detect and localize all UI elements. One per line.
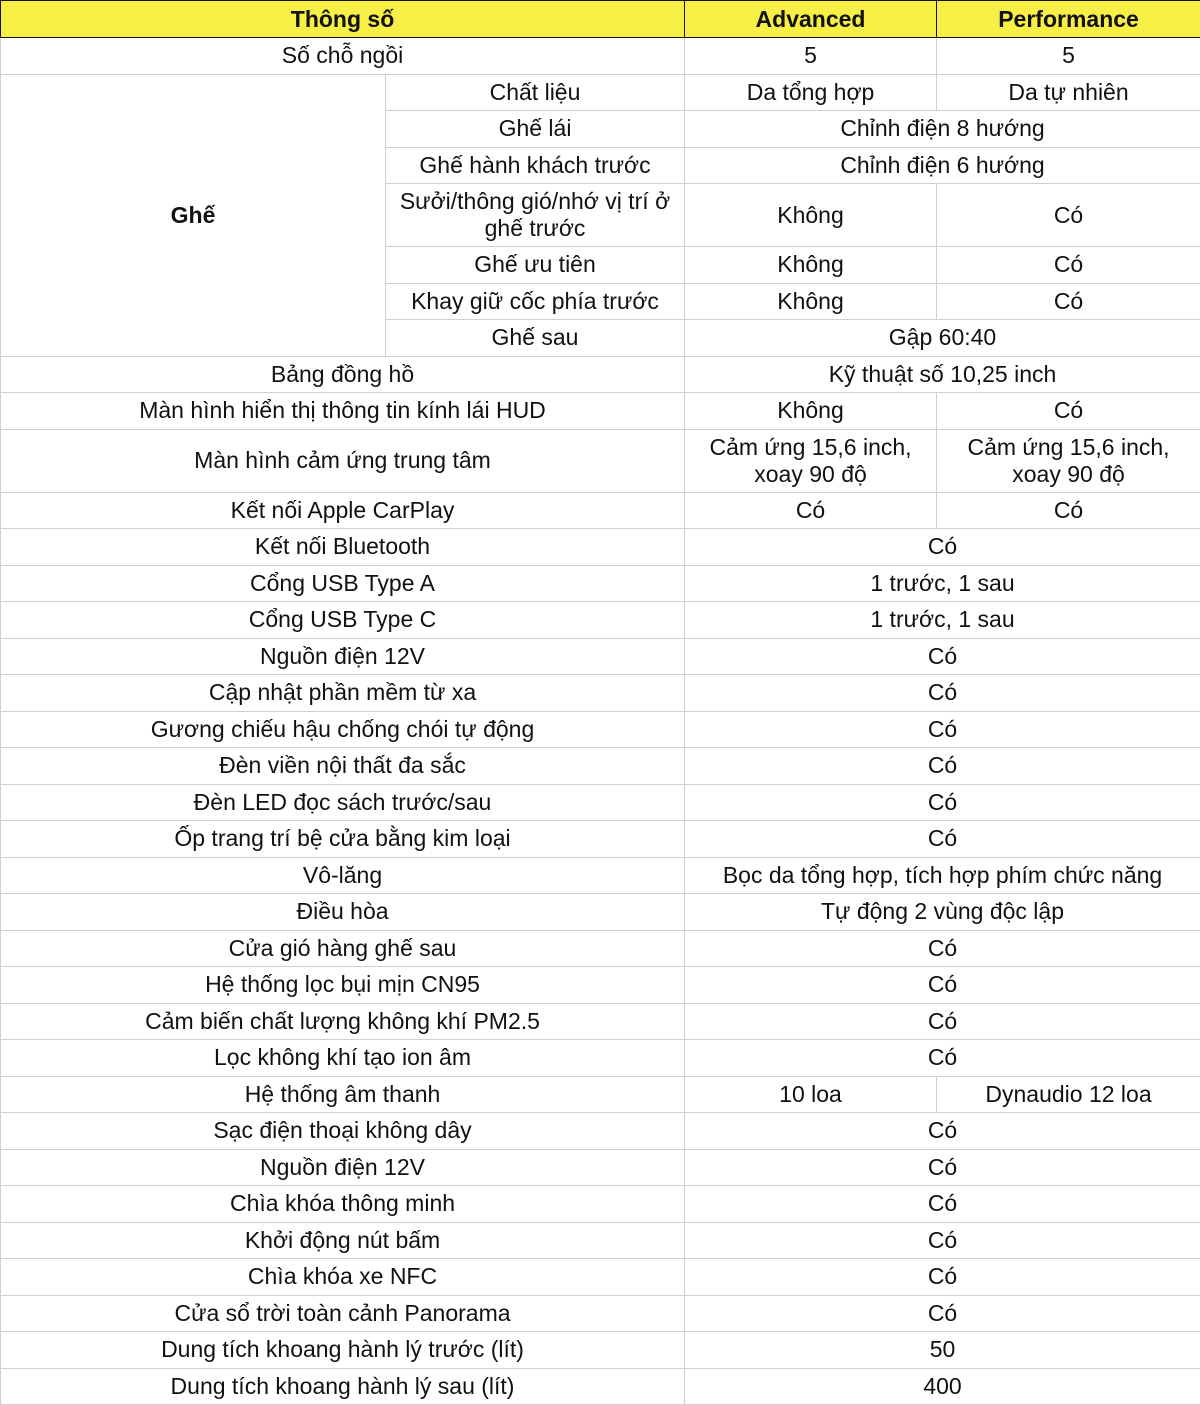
advanced-value: Có: [685, 492, 937, 529]
row-label: Vô-lăng: [1, 857, 685, 894]
shared-value: 400: [685, 1368, 1200, 1405]
shared-value: Có: [685, 1149, 1200, 1186]
row-label: Hệ thống âm thanh: [1, 1076, 685, 1113]
row-label: Dung tích khoang hành lý sau (lít): [1, 1368, 685, 1405]
row-label: Ghế hành khách trước: [386, 147, 685, 184]
advanced-value: Không: [685, 393, 937, 430]
row-label: Màn hình hiển thị thông tin kính lái HUD: [1, 393, 685, 430]
shared-value: 1 trước, 1 sau: [685, 565, 1200, 602]
row-label: Cổng USB Type C: [1, 602, 685, 639]
row-label: Ghế lái: [386, 111, 685, 148]
advanced-value: 5: [685, 38, 937, 75]
table-row: [1, 1003, 1200, 1040]
row-label: Sưởi/thông gió/nhớ vị trí ở ghế trước: [386, 184, 685, 247]
row-label: Nguồn điện 12V: [1, 638, 685, 675]
performance-value: Có: [937, 247, 1200, 284]
table-row: [1, 1295, 1200, 1332]
row-label: Cửa sổ trời toàn cảnh Panorama: [1, 1295, 685, 1332]
advanced-value: 10 loa: [685, 1076, 937, 1113]
shared-value: 1 trước, 1 sau: [685, 602, 1200, 639]
row-label: Ghế sau: [386, 320, 685, 357]
advanced-value: Không: [685, 247, 937, 284]
table-row: [1, 74, 1200, 111]
shared-value: Có: [685, 930, 1200, 967]
shared-value: Có: [685, 967, 1200, 1004]
shared-value: Có: [685, 1295, 1200, 1332]
shared-value: Có: [685, 821, 1200, 858]
shared-value: Gập 60:40: [685, 320, 1200, 357]
row-label: Ốp trang trí bệ cửa bằng kim loại: [1, 821, 685, 858]
table-row: [1, 1076, 1200, 1113]
row-label: Gương chiếu hậu chống chói tự động: [1, 711, 685, 748]
table-row: [1, 356, 1200, 393]
table-row: [1, 1186, 1200, 1223]
performance-value: 5: [937, 38, 1200, 75]
row-label: Kết nối Bluetooth: [1, 529, 685, 566]
row-label: Chìa khóa thông minh: [1, 1186, 685, 1223]
shared-value: Có: [685, 1186, 1200, 1223]
table-row: [1, 675, 1200, 712]
row-label: Khởi động nút bấm: [1, 1222, 685, 1259]
table-row: [1, 1113, 1200, 1150]
shared-value: Có: [685, 784, 1200, 821]
advanced-value: Cảm ứng 15,6 inch, xoay 90 độ: [685, 429, 937, 492]
row-label: Số chỗ ngồi: [1, 38, 685, 75]
table-row: [1, 1259, 1200, 1296]
row-label: Đèn LED đọc sách trước/sau: [1, 784, 685, 821]
table-row: [1, 1222, 1200, 1259]
shared-value: Kỹ thuật số 10,25 inch: [685, 356, 1200, 393]
row-label: Cửa gió hàng ghế sau: [1, 930, 685, 967]
shared-value: Có: [685, 1222, 1200, 1259]
row-label: Cảm biến chất lượng không khí PM2.5: [1, 1003, 685, 1040]
table-row: [1, 529, 1200, 566]
table-row: [1, 38, 1200, 75]
performance-value: Cảm ứng 15,6 inch, xoay 90 độ: [937, 429, 1200, 492]
row-label: Cổng USB Type A: [1, 565, 685, 602]
row-label: Khay giữ cốc phía trước: [386, 283, 685, 320]
table-row: [1, 393, 1200, 430]
table-row: [1, 748, 1200, 785]
performance-value: Dynaudio 12 loa: [937, 1076, 1200, 1113]
shared-value: Chỉnh điện 8 hướng: [685, 111, 1200, 148]
table-row: [1, 492, 1200, 529]
row-label: Chìa khóa xe NFC: [1, 1259, 685, 1296]
row-label: Sạc điện thoại không dây: [1, 1113, 685, 1150]
row-label: Nguồn điện 12V: [1, 1149, 685, 1186]
shared-value: Có: [685, 1040, 1200, 1077]
row-label: Hệ thống lọc bụi mịn CN95: [1, 967, 685, 1004]
shared-value: Có: [685, 1003, 1200, 1040]
row-label: Kết nối Apple CarPlay: [1, 492, 685, 529]
row-label: Màn hình cảm ứng trung tâm: [1, 429, 685, 492]
shared-value: Có: [685, 1113, 1200, 1150]
performance-value: Có: [937, 393, 1200, 430]
advanced-value: Không: [685, 283, 937, 320]
shared-value: Có: [685, 711, 1200, 748]
performance-value: Da tự nhiên: [937, 74, 1200, 111]
table-row: [1, 967, 1200, 1004]
table-row: [1, 1332, 1200, 1369]
table-row: [1, 429, 1200, 492]
shared-value: Có: [685, 529, 1200, 566]
shared-value: Chỉnh điện 6 hướng: [685, 147, 1200, 184]
row-label: Dung tích khoang hành lý trước (lít): [1, 1332, 685, 1369]
table-row: [1, 1040, 1200, 1077]
shared-value: Có: [685, 748, 1200, 785]
performance-value: Có: [937, 184, 1200, 247]
shared-value: Tự động 2 vùng độc lập: [685, 894, 1200, 931]
performance-value: Có: [937, 492, 1200, 529]
shared-value: Bọc da tổng hợp, tích hợp phím chức năng: [685, 857, 1200, 894]
performance-value: Có: [937, 283, 1200, 320]
advanced-value: Da tổng hợp: [685, 74, 937, 111]
header-spec: Thông số: [1, 1, 685, 38]
table-row: [1, 821, 1200, 858]
table-row: [1, 565, 1200, 602]
table-row: [1, 857, 1200, 894]
seat-group-label: Ghế: [1, 74, 386, 356]
table-row: [1, 930, 1200, 967]
table-row: [1, 1149, 1200, 1186]
row-label: Cập nhật phần mềm từ xa: [1, 675, 685, 712]
row-label: Điều hòa: [1, 894, 685, 931]
header-performance: Performance: [937, 1, 1200, 38]
shared-value: 50: [685, 1332, 1200, 1369]
row-label: Chất liệu: [386, 74, 685, 111]
advanced-value: Không: [685, 184, 937, 247]
table-row: [1, 1368, 1200, 1405]
shared-value: Có: [685, 1259, 1200, 1296]
shared-value: Có: [685, 638, 1200, 675]
header-row: [1, 1, 1200, 38]
table-row: [1, 894, 1200, 931]
row-label: Bảng đồng hồ: [1, 356, 685, 393]
table-row: [1, 784, 1200, 821]
shared-value: Có: [685, 675, 1200, 712]
table-row: [1, 638, 1200, 675]
table-row: [1, 602, 1200, 639]
header-advanced: Advanced: [685, 1, 937, 38]
row-label: Lọc không khí tạo ion âm: [1, 1040, 685, 1077]
table-row: [1, 711, 1200, 748]
row-label: Ghế ưu tiên: [386, 247, 685, 284]
row-label: Đèn viền nội thất đa sắc: [1, 748, 685, 785]
